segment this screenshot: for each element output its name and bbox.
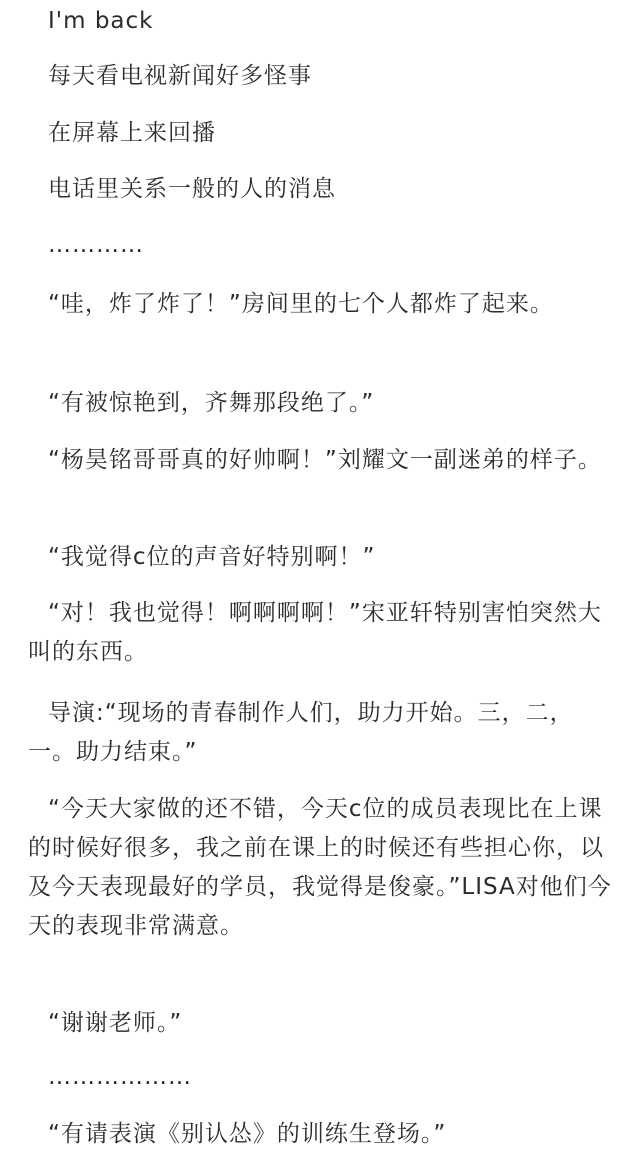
paragraph: 在屏幕上来回播 — [48, 120, 216, 146]
paragraph: 每天看电视新闻好多怪事 — [48, 63, 312, 89]
paragraph: “对！我也觉得！啊啊啊啊！”宋亚轩特别害怕突然大叫的东西。 — [28, 600, 602, 665]
paragraph: “今天大家做的还不错，今天c位的成员表现比在上课的时候好很多，我之前在课上的时候还有些担心你，以及今天表现最好的学员，我觉得是俊豪。”LISA对他们今天的表现非常满意。 — [28, 796, 612, 939]
paragraph: “杨昊铭哥哥真的好帅啊！”刘耀文一副迷弟的样子。 — [48, 447, 602, 473]
paragraph: “有被惊艳到，齐舞那段绝了。” — [48, 390, 375, 416]
paragraph: 导演:“现场的青春制作人们，助力开始。三，二，一。助力结束。” — [28, 700, 574, 765]
paragraph: “我觉得c位的声音好特别啊！” — [48, 544, 376, 570]
paragraph: ……………… — [48, 1064, 192, 1090]
paragraph: 电话里关系一般的人的消息 — [48, 176, 336, 202]
paragraph: ………… — [48, 232, 144, 258]
paragraph: I'm back — [48, 8, 154, 34]
paragraph: “有请表演《别认怂》的训练生登场。” — [48, 1121, 447, 1147]
paragraph: “哇，炸了炸了！”房间里的七个人都炸了起来。 — [48, 291, 554, 317]
paragraph: “谢谢老师。” — [48, 1010, 183, 1036]
